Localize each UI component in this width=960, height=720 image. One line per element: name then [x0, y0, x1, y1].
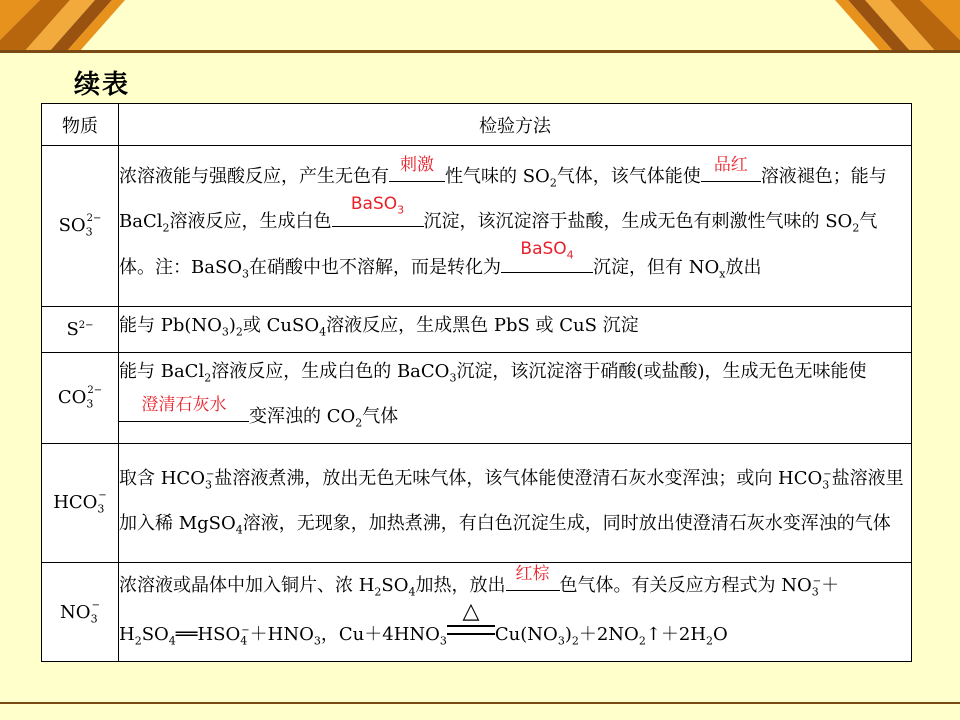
- answer-blank: 澄清石灰水: [119, 399, 249, 422]
- heating-condition-equals: [447, 599, 495, 640]
- method-nitrate: 浓溶液或晶体中加入铜片、浓 $H_2SO_4$加热，放出 红棕 色气体。有关反应方程式为 $NO_3^-+H_2SO_4══HSO_4^-+HNO_3$，$Cu+4HNO_3$ △ $Cu(NO_3)_2+2NO_2↑+2H_2O$: [119, 563, 912, 662]
- table-row-nitrate: [42, 563, 912, 662]
- footer-divider: [0, 702, 960, 704]
- corner-decoration-left: [0, 0, 150, 52]
- ion-sulfite: $SO_3^{2-}$: [42, 146, 119, 307]
- method-sulfite: 浓溶液能与强酸反应，产生无色有 刺激 性气味的 $SO_2$气体，该气体能使 品红 溶液褪色；能与 BaCl$_2$溶液反应，生成白色 BaSO$_3$ 沉淀，该沉淀溶于盐酸，生成无色有刺激性气味的 $SO_2$气体。注：BaSO$_3$在硝酸中也不溶解，而是转化为 BaSO$_4$ 沉淀，但有 $NO_x$放出: [119, 146, 912, 307]
- ion-bicarbonate: $HCO_3^-$: [42, 444, 119, 563]
- header-divider: [0, 50, 960, 53]
- corner-decoration-right: [810, 0, 960, 52]
- ion-carbonate: $CO_3^{2-}$: [42, 353, 119, 444]
- table-header-row: [42, 104, 912, 146]
- heat-triangle-icon: △: [462, 599, 480, 625]
- method-bicarbonate: 取含 $HCO_3^-$盐溶液煮沸，放出无色无味气体，该气体能使澄清石灰水变浑浊；或向 $HCO_3^-$盐溶液里加入稀 MgSO$_4$溶液，无现象，加热煮沸，有白色沉淀生成，同时放出使澄清石灰水变浑浊的气体: [119, 444, 912, 563]
- method-carbonate: 能与 BaCl$_2$溶液反应，生成白色的 BaCO$_3$沉淀，该沉淀溶于硝酸(或盐酸)，生成无色无味能使 澄清石灰水 变浑浊的 $CO_2$气体: [119, 353, 912, 444]
- table-row-carbonate: [42, 353, 912, 444]
- table-row-sulfide: [42, 307, 912, 353]
- header-substance: 物质: [42, 104, 119, 146]
- ion-test-table: [41, 103, 912, 662]
- method-sulfide: 能与 $Pb(NO_3)_2$或 CuSO$_4$溶液反应，生成黑色 PbS 或 CuS 沉淀: [119, 307, 912, 353]
- ion-nitrate: $NO_3^-$: [42, 563, 119, 662]
- answer-blank: 红棕: [506, 568, 560, 591]
- answer-blank: 品红: [701, 159, 761, 182]
- answer-blank: BaSO$_4$: [501, 250, 593, 273]
- page-title: 续表: [74, 70, 131, 100]
- table-row-sulfite: [42, 146, 912, 307]
- table-row-bicarbonate: [42, 444, 912, 563]
- answer-blank: BaSO$_3$: [332, 204, 424, 227]
- ion-sulfide: $S^{2-}$: [42, 307, 119, 353]
- answer-blank: 刺激: [389, 159, 445, 182]
- header-method: 检验方法: [119, 104, 912, 146]
